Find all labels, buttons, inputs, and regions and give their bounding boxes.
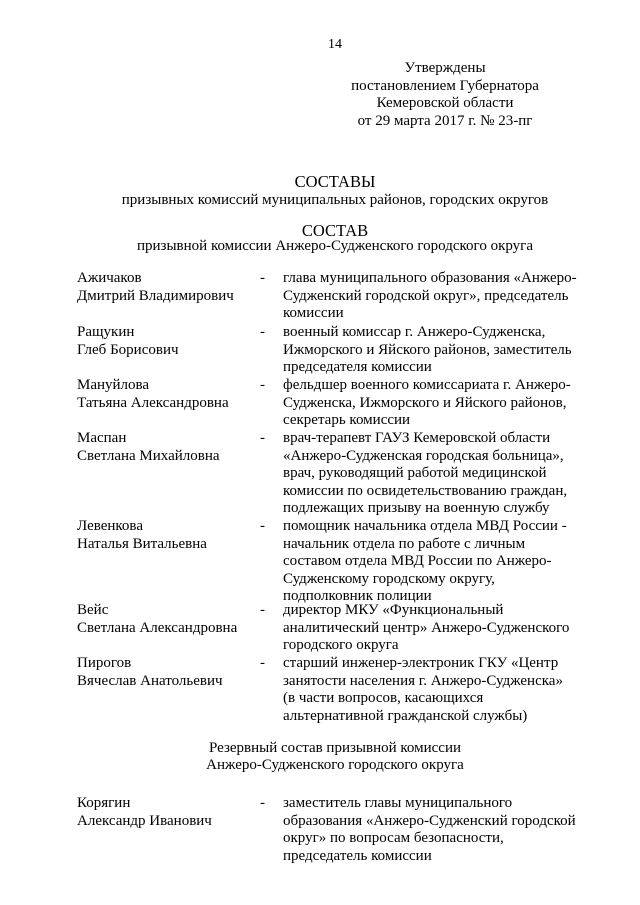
member-surname: Ращукин: [77, 324, 135, 340]
member-dash: -: [260, 602, 265, 618]
member-surname: Пирогов: [77, 655, 132, 671]
member-role-line: Ижморского и Яйского районов, заместитель: [283, 341, 572, 358]
member-role-line: помощник начальника отдела МВД России -: [283, 518, 567, 534]
member-given-name: Глеб Борисович: [77, 341, 179, 358]
member-given-name: Светлана Михайловна: [77, 447, 220, 464]
member-given-name: Татьяна Александровна: [77, 394, 229, 411]
member-role: [283, 324, 593, 377]
member-role-line: подлежащих призыву на военную службу: [283, 500, 550, 516]
member-surname: Мануйлова: [77, 377, 150, 393]
member-role: [283, 518, 593, 606]
member-role: [283, 655, 593, 725]
member-role-line: Судженска, Ижморского и Яйского районов,: [283, 394, 567, 411]
member-role-line: начальник отдела по работе с личным: [283, 535, 526, 552]
member-name: [77, 655, 257, 690]
member-role-line: Судженскому городскому округу,: [283, 570, 495, 587]
member-role-line: городского округа: [283, 637, 399, 653]
section-heading-subtitle: призывной комиссии Анжеро-Судженского городского округа: [137, 238, 533, 254]
member-dash: -: [260, 270, 265, 286]
member-role-line: врач-терапевт ГАУЗ Кемеровской области: [283, 430, 551, 446]
member-role-line: секретарь комиссии: [283, 412, 411, 428]
member-role-line: заместитель главы муниципального: [283, 795, 513, 811]
member-dash: -: [260, 518, 265, 534]
member-name: [77, 324, 257, 359]
member-role: [283, 377, 593, 430]
member-dash: -: [260, 430, 265, 446]
member-role-line: занятости населения г. Анжеро-Судженска»: [283, 672, 563, 689]
member-surname: Корягин: [77, 795, 131, 811]
member-role-line: (в части вопросов, касающихся: [283, 690, 484, 706]
page-number: 14: [328, 37, 342, 52]
reserve-heading-line: Анжеро-Судженского городского округа: [206, 757, 464, 773]
member-name: [77, 430, 257, 465]
member-dash: -: [260, 324, 265, 340]
member-role-line: альтернативной гражданской службы): [283, 707, 528, 724]
member-role-line: аналитический центр» Анжеро-Судженского: [283, 619, 570, 636]
member-name: [77, 518, 257, 553]
member-role: [283, 795, 593, 865]
member-given-name: Александр Иванович: [77, 812, 212, 829]
approval-line: Кемеровской области: [376, 95, 514, 111]
approval-block: [320, 60, 570, 130]
member-dash: -: [260, 655, 265, 671]
member-given-name: Светлана Александровна: [77, 619, 238, 636]
member-given-name: Дмитрий Владимирович: [77, 287, 234, 304]
member-role: [283, 270, 593, 323]
main-heading-title: СОСТАВЫ: [294, 172, 376, 191]
member-surname: Ажичаков: [77, 270, 142, 286]
member-role-line: глава муниципального образования «Анжеро-: [283, 270, 577, 286]
approval-line: постановлением Губернатора: [351, 77, 539, 94]
section-heading-title: СОСТАВ: [301, 221, 369, 240]
member-role-line: старший инженер-электроник ГКУ «Центр: [283, 655, 559, 671]
member-role-line: комиссии по освидетельствованию граждан,: [283, 482, 568, 499]
member-role-line: фельдшер военного комиссариата г. Анжеро-: [283, 377, 571, 393]
member-role-line: комиссии: [283, 305, 344, 321]
member-surname: Вейс: [77, 602, 109, 618]
member-name: [77, 795, 257, 830]
member-given-name: Вячеслав Анатольевич: [77, 672, 223, 689]
main-heading-subtitle: призывных комиссий муниципальных районов, городских округов: [121, 192, 549, 208]
member-role-line: военный комиссар г. Анжеро-Судженска,: [283, 324, 546, 340]
reserve-heading-line: Резервный состав призывной комиссии: [208, 740, 462, 756]
member-role-line: директор МКУ «Функциональный: [283, 602, 504, 618]
member-surname: Маспан: [77, 430, 127, 446]
member-name: [77, 377, 257, 412]
member-role-line: председателя комиссии: [283, 359, 432, 375]
member-name: [77, 270, 257, 305]
member-dash: -: [260, 377, 265, 393]
approval-line: от 29 марта 2017 г. № 23-пг: [357, 112, 533, 129]
member-given-name: Наталья Витальевна: [77, 535, 207, 552]
member-role-line: округ» по вопросам безопасности,: [283, 830, 504, 846]
member-role-line: «Анжеро-Судженская городская больница»,: [283, 447, 564, 464]
member-role-line: врач, руководящий работой медицинской: [283, 465, 547, 481]
member-role-line: Судженский городской округ», председатель: [283, 287, 569, 304]
member-role-line: подполковник полиции: [283, 588, 432, 604]
member-role-line: образования «Анжеро-Судженский городской: [283, 812, 576, 829]
member-role-line: председатель комиссии: [283, 847, 432, 864]
member-dash: -: [260, 795, 265, 811]
member-role: [283, 430, 593, 518]
member-role-line: составом отдела МВД России по Анжеро-: [283, 553, 552, 569]
approval-line: Утверждены: [404, 60, 486, 76]
member-surname: Левенкова: [77, 518, 143, 534]
member-role: [283, 602, 593, 655]
member-name: [77, 602, 257, 637]
